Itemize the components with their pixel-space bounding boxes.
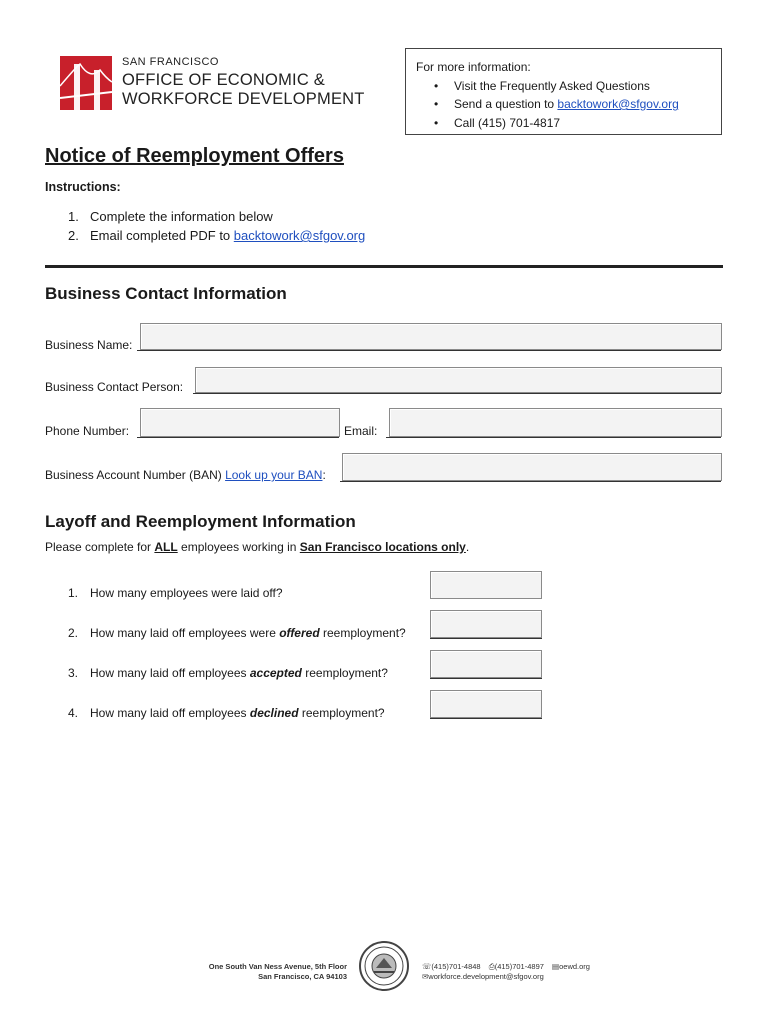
question-number: 1.: [68, 586, 79, 600]
email-label: Email:: [344, 424, 378, 438]
business-name-underline: [137, 350, 721, 351]
answer-3-field[interactable]: [430, 650, 542, 678]
ban-underline: [340, 481, 721, 482]
note-text: .: [465, 540, 470, 554]
instruction-step-1: [68, 207, 365, 226]
oewd-logo-mark: [60, 56, 112, 110]
phone-icon: ☏: [422, 962, 432, 971]
answer-3-underline: [430, 678, 542, 679]
instructions-email-link[interactable]: backtowork@sfgov.org: [233, 228, 366, 243]
phone-number-underline: [137, 437, 339, 438]
email-field[interactable]: [389, 408, 722, 437]
instructions-list: [68, 207, 365, 245]
footer-address: [200, 962, 347, 982]
note-all: ALL: [154, 540, 178, 554]
question-number: 4.: [68, 706, 79, 720]
question-2: [68, 626, 406, 640]
question-text: reemployment?: [319, 626, 406, 640]
question-emphasis: offered: [279, 626, 320, 640]
backtowork-email-link[interactable]: backtowork@sfgov.org: [557, 97, 679, 111]
question-emphasis: declined: [249, 706, 299, 720]
phone-number-label: Phone Number:: [45, 424, 130, 438]
phone-number-field[interactable]: [140, 408, 340, 437]
answer-2-underline: [430, 638, 542, 639]
question-text: reemployment?: [298, 706, 385, 720]
answer-2-field[interactable]: [430, 610, 542, 638]
ban-label: [45, 468, 326, 482]
note-text: employees working in: [177, 540, 300, 554]
ban-label-colon: :: [322, 468, 326, 482]
mail-icon: ✉: [422, 972, 429, 981]
question-number: 2.: [68, 626, 79, 640]
step-number: 2.: [68, 228, 79, 243]
footer-phone: (415)701-4848: [431, 962, 481, 971]
more-info-list: [416, 77, 711, 133]
email-question-item: [454, 95, 711, 114]
page-title: Notice of Reemployment Offers: [45, 145, 344, 167]
answer-4-field[interactable]: [430, 690, 542, 718]
faq-item: • Visit the Frequently Asked Questions: [454, 77, 711, 96]
logo-line-1: OFFICE OF ECONOMIC &: [122, 71, 325, 89]
business-name-field[interactable]: [140, 323, 722, 350]
footer-contact-line-2: [422, 972, 590, 982]
footer-contact: [422, 962, 590, 982]
more-info-box: [405, 48, 722, 135]
question-3: [68, 666, 388, 680]
fax-icon: ⎙: [488, 962, 495, 971]
ban-field[interactable]: [342, 453, 722, 481]
note-text: Please complete for: [45, 540, 155, 554]
web-icon: ▤: [552, 962, 560, 971]
business-contact-heading: Business Contact Information: [45, 284, 287, 303]
step-number: 1.: [68, 209, 79, 224]
question-text: reemployment?: [301, 666, 388, 680]
business-contact-label: Business Contact Person:: [45, 380, 184, 394]
footer-contact-line-1: [422, 962, 590, 972]
question-emphasis: accepted: [249, 666, 302, 680]
question-4: [68, 706, 385, 720]
ban-label-text: Business Account Number (BAN): [45, 468, 226, 482]
footer-email[interactable]: workforce.development@sfgov.org: [428, 972, 544, 981]
question-text: How many employees were laid off?: [90, 586, 283, 600]
note-location: San Francisco locations only: [299, 540, 466, 554]
layoff-heading: Layoff and Reemployment Information: [45, 512, 356, 531]
email-underline: [386, 437, 721, 438]
instructions-label: Instructions:: [45, 180, 121, 194]
step-text: Email completed PDF to: [90, 228, 234, 243]
instruction-step-2: [68, 226, 365, 245]
more-info-heading: For more information:: [416, 60, 531, 74]
layoff-note: [45, 540, 469, 554]
email-question-text: Send a question to: [454, 97, 558, 111]
business-name-label: Business Name:: [45, 338, 133, 352]
question-number: 3.: [68, 666, 79, 680]
city-seal-icon: [358, 940, 410, 992]
question-1: [68, 586, 283, 600]
bridge-icon: [60, 56, 112, 110]
footer-web[interactable]: oewd.org: [559, 962, 590, 971]
question-text: How many laid off employees: [90, 666, 250, 680]
business-contact-underline: [193, 393, 721, 394]
phone-item: • Call (415) 701-4817: [454, 114, 711, 133]
footer-address-line-1: One South Van Ness Avenue, 5th Floor: [208, 962, 347, 971]
step-text: Complete the information below: [90, 209, 273, 224]
question-text: How many laid off employees: [90, 706, 250, 720]
logo-city-text: SAN FRANCISCO: [122, 56, 219, 68]
footer-address-line-2: San Francisco, CA 94103: [258, 972, 347, 981]
lookup-ban-link[interactable]: Look up your BAN: [225, 468, 323, 482]
answer-4-underline: [430, 718, 542, 719]
section-divider: [45, 265, 723, 268]
answer-1-field[interactable]: [430, 571, 542, 599]
question-text: How many laid off employees were: [90, 626, 280, 640]
footer-fax: (415)701-4897: [494, 962, 544, 971]
business-contact-field[interactable]: [195, 367, 722, 393]
logo-line-2: WORKFORCE DEVELOPMENT: [122, 90, 365, 108]
